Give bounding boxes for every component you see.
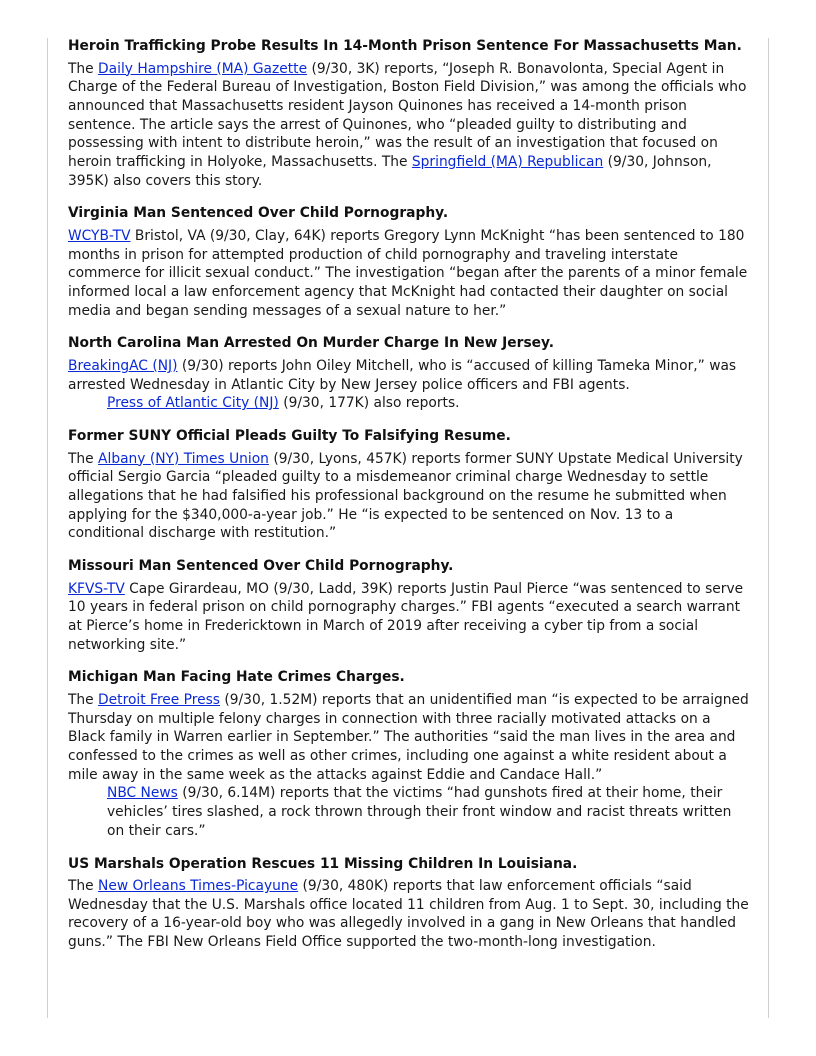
paragraph-text: Bristol, VA (9/30, Clay, 64K) reports Gregory Lynn McKnight “has been sentenced to 180 months in prison for attempted production of child pornography and traveling interstate commerce for illicit sexual conduct.” The investigation “began after the parents of a minor female informed local a law enforcement agency that McKnight had contacted their daughter on social media and began sending messages of a sexual nature to her.”: [68, 227, 748, 319]
article-headline: Michigan Man Facing Hate Crimes Charges.: [68, 669, 405, 686]
article-paragraph: [68, 450, 750, 544]
paragraph-text: (9/30, 3K) reports, “Joseph R. Bonavolonta, Special Agent in Charge of the Federal Bureau of Investigation, Boston Field Division,” was among the officials who announced that Massachusetts resident Jayson Quinones has received a 14-month prison sentence. The article says the arrest of Quinones, who “pleaded guilty to distributing and possessing with intent to distribute heroin,” was the result of an investigation that focused on heroin trafficking in Holyoke, Massachusetts. The: [68, 60, 747, 171]
paragraph-text: (9/30, 6.14M) reports that the victims “had gunshots fired at their home, their vehicles’ tires slashed, a rock thrown through their front window and racist threats written on their cars.”: [107, 785, 732, 839]
article-paragraph: [68, 357, 750, 394]
news-article: [68, 204, 750, 320]
paragraph-text: The: [68, 878, 99, 894]
article-headline: US Marshals Operation Rescues 11 Missing Children In Louisiana.: [68, 855, 578, 872]
news-article: [68, 668, 750, 840]
article-headline: Former SUNY Official Pleads Guilty To Falsifying Resume.: [68, 428, 511, 445]
paragraph-text: The: [68, 60, 99, 77]
source-link[interactable]: New Orleans Times-Picayune: [98, 878, 299, 894]
news-article: [68, 37, 750, 190]
article-headline: North Carolina Man Arrested On Murder Charge In New Jersey.: [68, 335, 555, 352]
left-margin-rule: [47, 38, 48, 1018]
paragraph-text: (9/30, Johnson, 395K) also covers this story.: [68, 154, 712, 189]
source-link[interactable]: Springfield (MA) Republican: [411, 154, 604, 171]
article-paragraph: [68, 580, 750, 655]
source-link[interactable]: Albany (NY) Times Union: [98, 450, 269, 467]
source-link[interactable]: BreakingAC (NJ): [68, 357, 178, 374]
article-paragraph: [68, 691, 750, 785]
article-paragraph: [68, 227, 750, 321]
source-link[interactable]: Daily Hampshire (MA) Gazette: [98, 60, 308, 77]
paragraph-text: Cape Girardeau, MO (9/30, Ladd, 39K) reports Justin Paul Pierce “was sentenced to serve 10 years in federal prison on child pornography charges.” FBI agents “executed a search warrant at Pierce’s home in Fredericktown in March of 2019 after receiving a cyber tip from a social networking site.”: [68, 580, 744, 653]
source-link[interactable]: NBC News: [107, 785, 178, 802]
paragraph-text: (9/30) reports John Oiley Mitchell, who is “accused of killing Tameka Minor,” was arrested Wednesday in Atlantic City by New Jersey police officers and FBI agents.: [68, 357, 737, 393]
paragraph-text: The: [68, 450, 99, 467]
article-paragraph: [68, 784, 750, 840]
source-link[interactable]: KFVS-TV: [68, 580, 125, 597]
paragraph-text: The: [68, 691, 99, 708]
paragraph-text: (9/30, 480K) reports that law enforcement officials “said Wednesday that the U.S. Marshals office located 11 children from Aug. 1 to Sept. 30, including the recovery of a 16-year-old boy who was allegedly involved in a gang in New Orleans that handled guns.” The FBI New Orleans Field Office supported the two-month-long investigation.: [68, 878, 749, 951]
article-headline: Heroin Trafficking Probe Results In 14-Month Prison Sentence For Massachusetts Man.: [68, 38, 742, 54]
paragraph-text: (9/30, Lyons, 457K) reports former SUNY Upstate Medical University official Sergio Garcia “pleaded guilty to a misdemeanor criminal charge Wednesday to settle allegations that he had falsified his professional background on the resume he submitted when applying for the $340,000-a-year job.” He “is expected to be sentenced on Nov. 13 to a conditional discharge with restitution.”: [68, 450, 743, 542]
news-article: [68, 557, 750, 654]
source-link[interactable]: Detroit Free Press: [98, 691, 220, 708]
article-paragraph: [68, 877, 750, 952]
article-paragraph: [68, 394, 750, 413]
source-link[interactable]: Press of Atlantic City (NJ): [107, 395, 279, 412]
news-clip-column: [68, 37, 750, 966]
news-article: [68, 427, 750, 543]
paragraph-text: (9/30, 1.52M) reports that an unidentified man “is expected to be arraigned Thursday on multiple felony charges in connection with three racially motivated attacks on a Black family in Warren earlier in September.” The authorities “said the man lives in the area and confessed to the crimes as well as other crimes, including one against a white resident about a mile away in the same week as the attacks against Eddie and Candace Hall.”: [68, 691, 749, 783]
news-article: [68, 855, 750, 952]
source-link[interactable]: WCYB-TV: [68, 227, 131, 244]
article-paragraph: [68, 60, 750, 191]
news-article: [68, 334, 750, 413]
article-headline: Missouri Man Sentenced Over Child Pornography.: [68, 558, 454, 575]
right-margin-rule: [768, 38, 769, 1018]
paragraph-text: (9/30, 177K) also reports.: [278, 395, 460, 412]
article-headline: Virginia Man Sentenced Over Child Pornography.: [68, 205, 449, 222]
